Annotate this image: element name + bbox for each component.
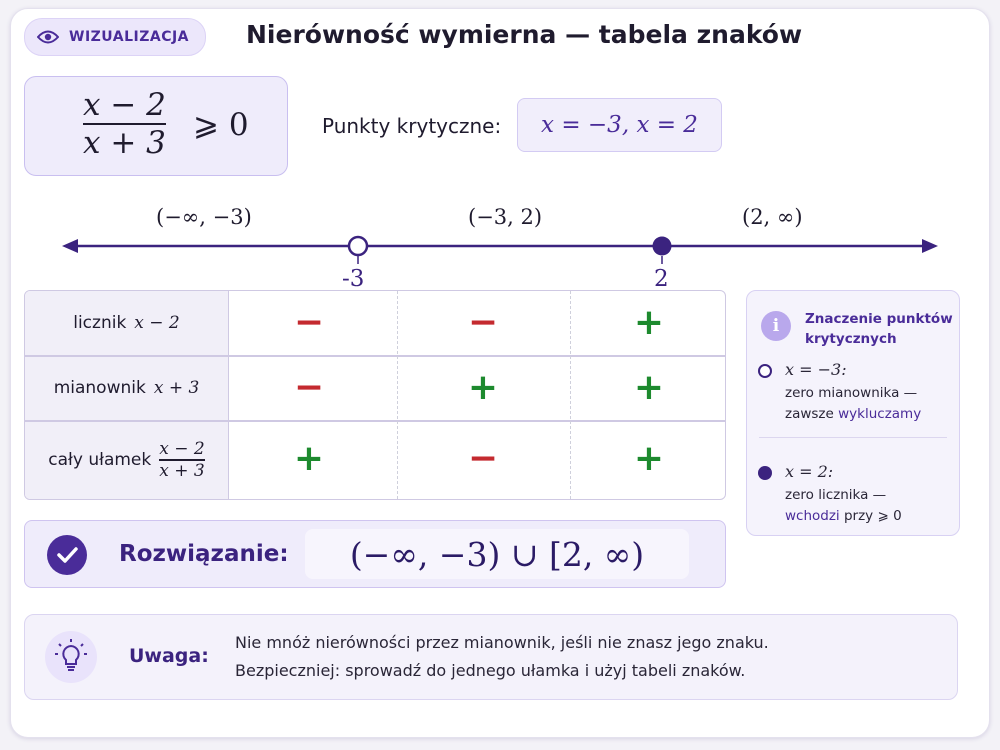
filled-circle-icon: [757, 465, 773, 481]
row-label-text: licznik: [73, 313, 127, 333]
info-item-1-accent: wykluczamy: [838, 406, 922, 422]
check-icon: [47, 535, 87, 575]
critical-points-info-panel: [746, 290, 960, 536]
info-item-1-line2: [785, 404, 921, 425]
row-label-fraction-expr: [159, 439, 204, 481]
solution-box: [24, 520, 726, 588]
row-label-text: mianownik: [53, 378, 146, 398]
info-item-2-line2-post: przy ⩾ 0: [839, 508, 902, 524]
sign-cell: −: [293, 302, 325, 343]
info-divider: [759, 437, 947, 438]
info-item-1-expr: x = −3:: [785, 360, 847, 379]
row-label-expr: x + 3: [153, 378, 200, 398]
info-item-1-line2-pre: zawsze: [785, 406, 839, 422]
sign-table: [24, 290, 726, 500]
info-item-2-expr: x = 2:: [785, 462, 834, 481]
inequality-numerator: x − 2: [83, 87, 166, 123]
row-label-denominator: [25, 356, 229, 420]
visualization-badge: [24, 18, 206, 56]
solution-label: Rozwiązanie:: [119, 541, 289, 567]
row-divider: [25, 355, 725, 357]
sign-cell: +: [633, 438, 665, 479]
info-item-1-line1: zero mianownika —: [785, 385, 918, 401]
row-label-numerator: [25, 291, 229, 355]
note-line-2: Bezpieczniej: sprowadź do jednego ułamka i użyj tabeli znaków.: [235, 661, 746, 680]
sign-cell: −: [467, 302, 499, 343]
open-point-minus3: [349, 237, 367, 255]
column-divider: [397, 291, 398, 499]
row-label-expr: x − 2: [134, 313, 180, 333]
interval-label-3: (2, ∞): [742, 205, 803, 229]
sign-cell: −: [293, 367, 325, 408]
row-label-fraction: [25, 421, 229, 499]
info-item-2-accent: wchodzi: [785, 508, 840, 524]
info-icon: i: [761, 311, 791, 341]
eye-icon: [37, 29, 59, 45]
info-item-2-line2: [785, 506, 902, 527]
right-arrowhead: [922, 239, 938, 253]
row-divider: [25, 420, 725, 422]
check-mark: [47, 535, 87, 575]
interval-label-1: (−∞, −3): [156, 205, 252, 229]
lightbulb-glyph: [45, 631, 97, 683]
fraction-denominator: x + 3: [159, 460, 205, 481]
badge-label: WIZUALIZACJA: [69, 29, 190, 45]
lightbulb-icon: [45, 631, 97, 683]
inequality-denominator: x + 3: [83, 125, 166, 161]
inequality-box: [24, 76, 288, 176]
tick-label-2: 2: [654, 266, 669, 292]
sign-cell: −: [467, 438, 499, 479]
closed-point-2: [653, 237, 672, 256]
note-box: [24, 614, 958, 700]
page-title: Nierówność wymierna — tabela znaków: [246, 20, 803, 49]
inequality-fraction: [83, 87, 166, 161]
column-divider: [570, 291, 571, 499]
sign-cell: +: [633, 302, 665, 343]
sign-cell: +: [467, 367, 499, 408]
sign-cell: +: [293, 438, 325, 479]
critical-points-value: x = −3, x = 2: [517, 98, 722, 152]
interval-label-2: (−3, 2): [468, 205, 543, 229]
open-circle-icon: [757, 363, 773, 379]
tick-label-minus3: -3: [342, 266, 365, 292]
fraction-numerator: x − 2: [159, 439, 205, 460]
solution-answer: (−∞, −3) ∪ [2, ∞): [305, 529, 689, 579]
note-line-1: Nie mnóż nierówności przez mianownik, jeśli nie znasz jego znaku.: [235, 633, 769, 652]
number-line: [0, 190, 1000, 270]
critical-points-label: Punkty krytyczne:: [322, 114, 502, 138]
left-arrowhead: [62, 239, 78, 253]
sign-cell: +: [633, 367, 665, 408]
info-item-2-line1: zero licznika —: [785, 487, 887, 503]
info-title: Znaczenie punktów krytycznych: [805, 311, 953, 347]
row-label-text: cały ułamek: [48, 450, 152, 470]
note-label: Uwaga:: [129, 645, 209, 667]
inequality-relation: ⩾ 0: [193, 107, 249, 143]
